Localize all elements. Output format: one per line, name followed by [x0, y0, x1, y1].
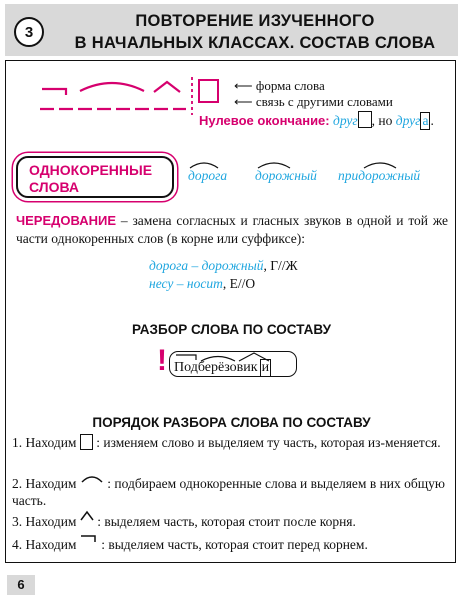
alternation-definition: – замена согласных и гласных звуков в одной и той же части однокоренных слов (в корне или суффиксе): — [16, 213, 448, 246]
page-title — [50, 10, 460, 54]
cognate-word: придорожный — [338, 168, 421, 183]
analysis-heading: РАЗБОР СЛОВА ПО СОСТАВУ — [131, 322, 331, 337]
content-card — [5, 60, 456, 563]
cognates-term-line-2: СЛОВА — [29, 179, 79, 195]
alternation-words-2: несу – носит — [149, 276, 223, 291]
root-symbol-icon — [80, 472, 104, 484]
suffix-part: овик — [229, 360, 258, 375]
morpheme-symbols — [36, 75, 196, 117]
alternation-term: ЧЕРЕДОВАНИЕ — [16, 213, 117, 228]
item-prefix: Находим — [25, 514, 77, 529]
item-number: 4. — [12, 537, 23, 552]
alternation-example-1 — [149, 258, 298, 274]
separator-text: , но — [371, 113, 393, 128]
item-text: : подбираем однокоренные слова и выделяем в них общую часть. — [12, 476, 445, 508]
prefix-part: Под — [174, 360, 198, 375]
legend-link — [234, 94, 393, 110]
alternation-paragraph — [16, 212, 448, 248]
item-number: 2. — [12, 476, 23, 491]
page-number: 6 — [7, 575, 35, 595]
root-arc-icon — [364, 163, 396, 168]
item-number: 3. — [12, 514, 23, 529]
ending-symbol-icon — [198, 79, 219, 103]
suffix-symbol-icon — [80, 510, 94, 522]
root-symbol-icon — [80, 83, 144, 91]
period: . — [430, 113, 434, 128]
root-arc-icon — [258, 163, 290, 168]
zero-ending-label: Нулевое окончание: — [199, 113, 330, 128]
arrow-left-icon: ⟵ — [234, 94, 253, 109]
ending-symbol-icon — [80, 434, 93, 450]
legend-form-label: форма слова — [255, 78, 325, 93]
order-item — [12, 533, 448, 553]
suffix-symbol-icon — [154, 82, 180, 92]
title-line-1: ПОВТОРЕНИЕ ИЗУЧЕННОГО — [135, 12, 375, 30]
ending-part: и — [261, 360, 270, 375]
prefix-symbol-icon — [42, 89, 66, 95]
legend-link-label: связь с другими словами — [255, 94, 393, 109]
cognates-term-box — [16, 156, 174, 198]
zero-ending-line — [199, 111, 434, 130]
order-item — [12, 472, 448, 509]
alternation-note-2: , Е//О — [222, 276, 256, 291]
zero-ending-example-1: друг — [333, 113, 358, 128]
section-number: 3 — [14, 17, 44, 47]
item-text: : выделяем часть, которая стоит после корня. — [97, 514, 356, 529]
order-heading: ПОРЯДОК РАЗБОРА СЛОВА ПО СОСТАВУ — [92, 415, 371, 430]
item-prefix: Находим — [25, 476, 77, 491]
title-line-2: В НАЧАЛЬНЫХ КЛАССАХ. СОСТАВ СЛОВА — [74, 34, 436, 52]
root-arc-icon — [190, 163, 218, 168]
ending-box: а — [422, 113, 429, 128]
empty-ending-icon — [358, 111, 372, 128]
item-text: : изменяем слово и выделяем ту часть, которая из-меняется. — [96, 435, 441, 450]
legend-form — [234, 78, 325, 94]
arrow-left-icon: ⟵ — [234, 78, 253, 93]
alternation-words-1: дорога – дорожный — [149, 258, 264, 273]
cognate-word: дорожный — [255, 168, 317, 183]
prefix-symbol-icon — [80, 533, 98, 545]
order-item — [12, 510, 448, 530]
root-arcs — [182, 157, 452, 171]
analysis-word — [174, 359, 271, 377]
alternation-note-1: , Г//Ж — [263, 258, 298, 273]
item-number: 1. — [12, 435, 23, 450]
alternation-example-2 — [149, 276, 255, 292]
item-prefix: Находим — [25, 537, 77, 552]
item-prefix: Находим — [25, 435, 77, 450]
order-item — [12, 434, 448, 451]
root-part: берёз — [197, 360, 230, 375]
header-bar — [5, 4, 458, 56]
zero-ending-example-2: друг — [395, 113, 421, 128]
cognate-word: дорога — [188, 168, 228, 183]
item-text: : выделяем часть, которая стоит перед корнем. — [101, 537, 368, 552]
exclamation-mark: ! — [157, 344, 167, 377]
cognates-term-line-1: ОДНОКОРЕННЫЕ — [29, 162, 153, 178]
